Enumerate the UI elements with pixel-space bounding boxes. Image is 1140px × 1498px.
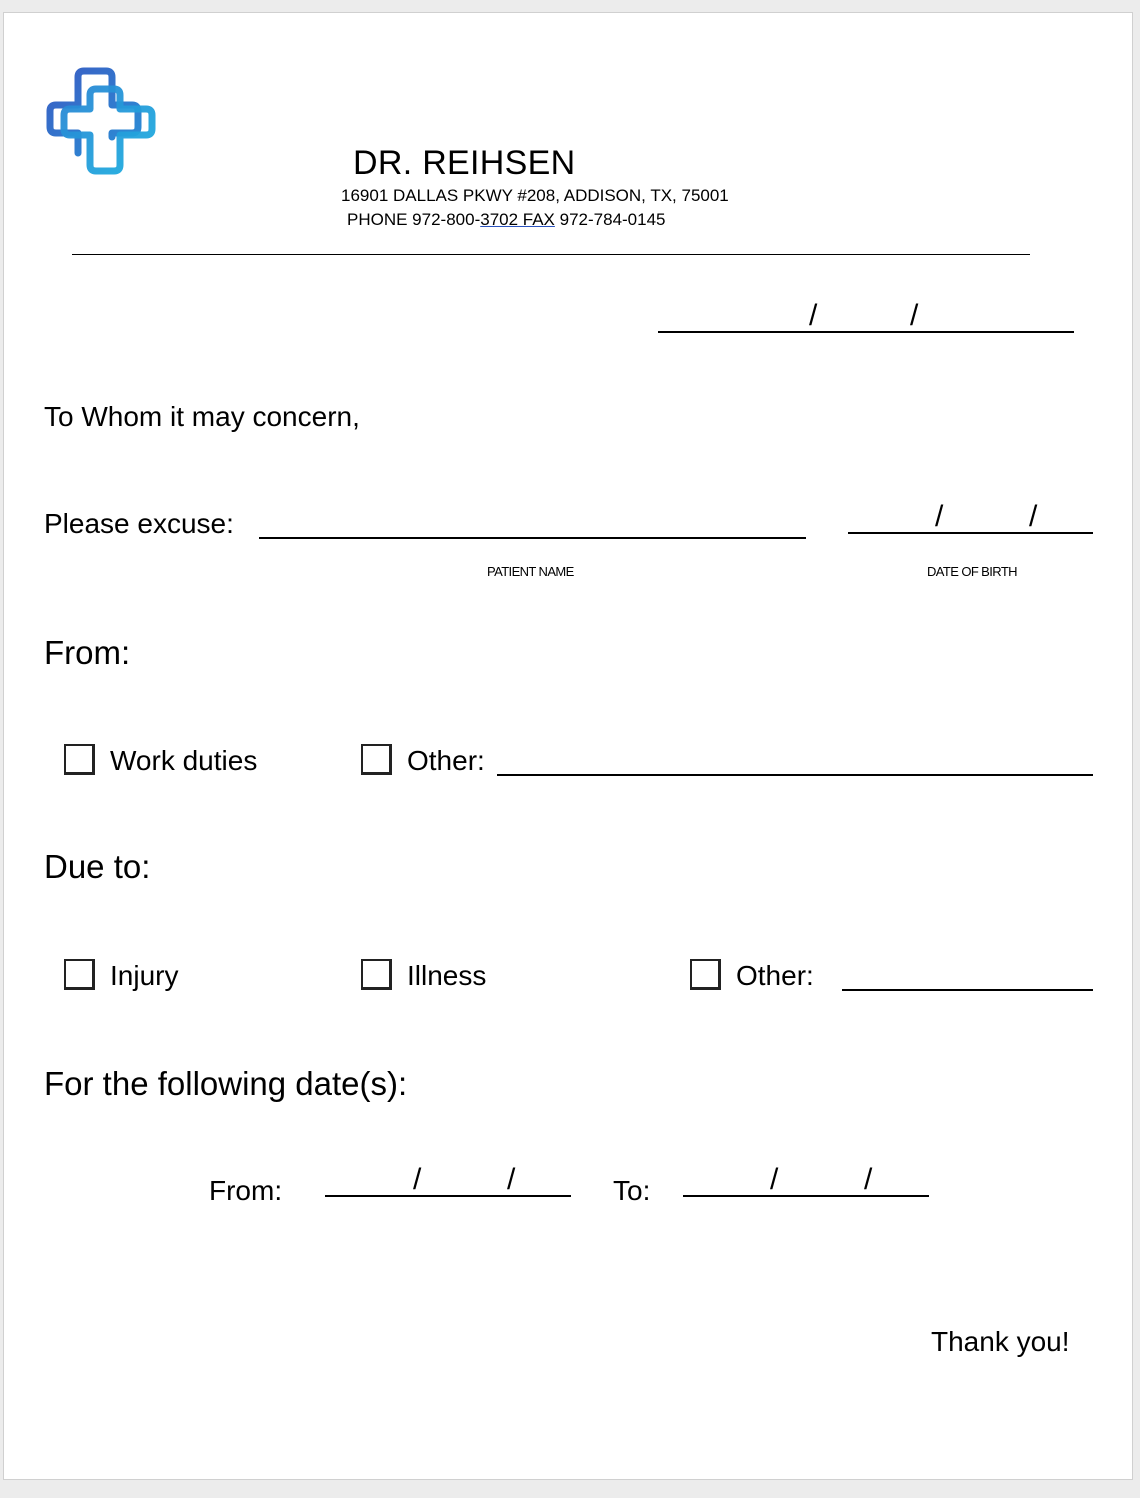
date-from-field[interactable] xyxy=(325,1195,571,1197)
due-other-label: Other: xyxy=(736,960,814,991)
date-of-birth-field[interactable] xyxy=(848,532,1093,534)
date-from-label: From: xyxy=(209,1175,283,1206)
date-to-slash: / xyxy=(864,1163,873,1196)
work-duties-checkbox[interactable] xyxy=(64,744,95,775)
date-from-slash: / xyxy=(413,1163,422,1196)
header-divider xyxy=(72,254,1030,255)
clinic-address: 16901 DALLAS PKWY #208, ADDISON, TX, 75001 xyxy=(341,186,729,205)
from-other-label: Other: xyxy=(407,745,485,776)
dob-slash: / xyxy=(935,500,944,533)
date-to-field[interactable] xyxy=(683,1195,929,1197)
date-to-slash: / xyxy=(770,1163,779,1196)
clinic-phone-fax xyxy=(347,210,666,230)
illness-checkbox[interactable] xyxy=(361,959,392,990)
phone-underlined: 3702 FAX xyxy=(480,210,555,229)
from-other-field[interactable] xyxy=(497,774,1093,776)
date-slash: / xyxy=(809,299,818,332)
doctor-name: DR. REIHSEN xyxy=(353,144,576,182)
illness-label: Illness xyxy=(407,960,487,991)
patient-name-field[interactable] xyxy=(259,537,806,539)
medical-cross-icon xyxy=(44,65,158,179)
from-other-checkbox[interactable] xyxy=(361,744,392,775)
document-page xyxy=(3,12,1133,1480)
dates-heading: For the following date(s): xyxy=(44,1065,408,1102)
date-slash: / xyxy=(910,299,919,332)
date-to-label: To: xyxy=(613,1175,651,1206)
excuse-label: Please excuse: xyxy=(44,508,234,539)
closing-text: Thank you! xyxy=(931,1326,1070,1357)
due-to-heading: Due to: xyxy=(44,848,151,885)
date-from-slash: / xyxy=(507,1163,516,1196)
injury-label: Injury xyxy=(110,960,179,991)
date-of-birth-caption: DATE OF BIRTH xyxy=(927,564,1017,579)
date-line[interactable] xyxy=(658,331,1074,333)
phone-prefix: PHONE 972-800- xyxy=(347,210,481,229)
phone-suffix: 972-784-0145 xyxy=(554,210,666,229)
patient-name-caption: PATIENT NAME xyxy=(487,564,574,579)
work-duties-label: Work duties xyxy=(110,745,258,776)
from-heading: From: xyxy=(44,634,131,671)
dob-slash: / xyxy=(1029,500,1038,533)
due-other-field[interactable] xyxy=(842,989,1093,991)
salutation: To Whom it may concern, xyxy=(44,401,360,432)
due-other-checkbox[interactable] xyxy=(690,959,721,990)
injury-checkbox[interactable] xyxy=(64,959,95,990)
